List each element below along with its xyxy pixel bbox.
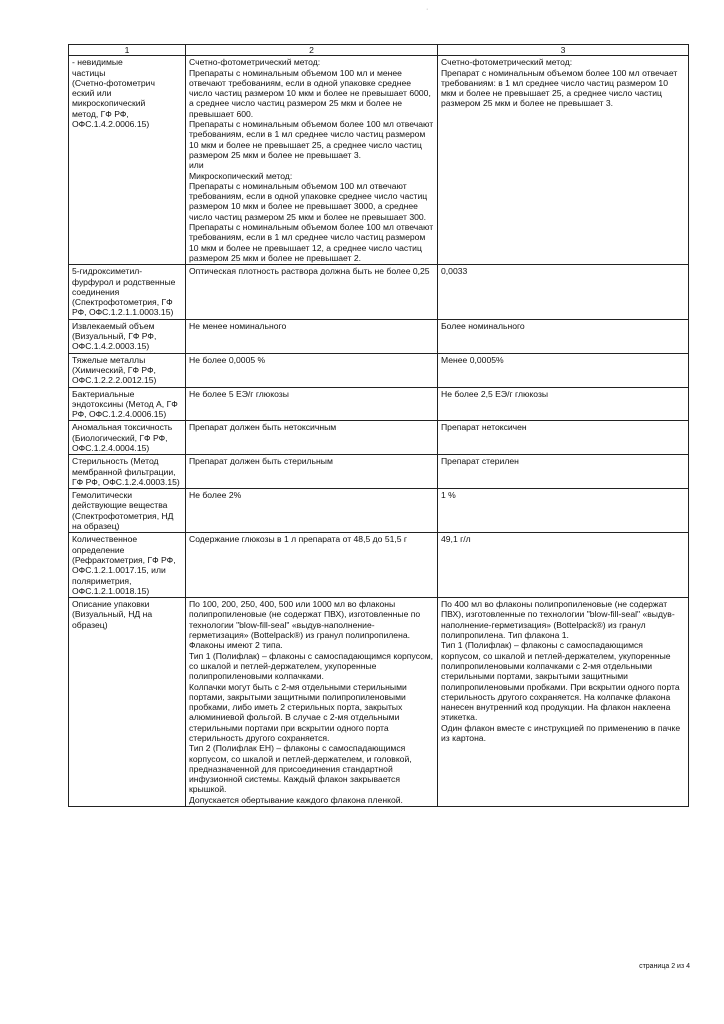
result-cell: 0,0033 [438, 265, 689, 319]
requirement-cell: Не более 0,0005 % [186, 353, 438, 387]
column-header-2: 2 [186, 45, 438, 56]
requirement-cell: Препарат должен быть стерильным [186, 455, 438, 489]
parameter-cell: Аномальная токсичность (Биологический, ГФ РФ, ОФС.1.2.4.0004.15) [69, 421, 186, 455]
requirement-cell: Счетно-фотометрический метод: Препараты с номинальным объемом 100 мл и менее отвечают требованиям, если в одной упаковке среднее число частиц размером 10 мкм и более не превышает 6000, а среднее число частиц размером 25 мкм и более не превышает 600. Препараты с номинальным объемом более 100 мл отвечают требованиям, если в 1 мл среднее число частиц размером 10 мкм и более не превышает 25, а среднее число частиц размером 25 мкм и более не превышает 3. или Микроскопический метод: Препараты с номинальным объемом 100 мл отвечают требованиям, если в одной упаковке среднее число частиц размером 10 мкм и более не превышает 3000, а среднее число частиц размером 25 мкм и более не превышает 300. Препараты с номинальным объемом более 100 мл отвечают требованиям, если в 1 мл среднее число частиц размером 10 мкм и более не превышает 12, а среднее число частиц размером 25 мкм и более не превышает 2. [186, 56, 438, 265]
requirement-cell: Не более 2% [186, 489, 438, 533]
table-row [69, 489, 689, 533]
result-cell: Менее 0,0005% [438, 353, 689, 387]
parameter-cell: 5-гидроксиметил-фурфурол и родственные соединения (Спектрофотометрия, ГФ РФ, ОФС.1.2.1.1.0003.15) [69, 265, 186, 319]
parameter-cell: Описание упаковки (Визуальный, НД на образец) [69, 598, 186, 807]
table-row [69, 56, 689, 265]
table-header-row [69, 45, 689, 56]
table-row [69, 598, 689, 807]
parameter-cell: Тяжелые металлы (Химический, ГФ РФ, ОФС.1.2.2.2.0012.15) [69, 353, 186, 387]
scan-mark: · [426, 6, 429, 13]
parameter-cell: Стерильность (Метод мембранной фильтрации, ГФ РФ, ОФС.1.2.4.0003.15) [69, 455, 186, 489]
requirement-cell: По 100, 200, 250, 400, 500 или 1000 мл во флаконы полипропиленовые (не содержат ПВХ), изготовленные по технологии "blow-fill-seal" «выдув-наполнение-герметизация» (Bottelpack®) из гранул полипропилена. Флаконы имеют 2 типа. Тип 1 (Полифлак) – флаконы с самоспадающимся корпусом, со шкалой и петлей-держателем, укупоренные полипропиленовыми колпачками. Колпачки могут быть с 2-мя отдельными стерильными портами, закрытыми защитными полипропиленовыми пробками, либо иметь 2 стерильных порта, закрытых алюминиевой фольгой. В случае с 2-мя отдельными стерильными портами при вскрытии одного порта стерильность другого сохраняется. Тип 2 (Полифлак ЕН) – флаконы с самоспадающимся корпусом, со шкалой и петлей-держателем, и головкой, предназначенной для присоединения стандартной инфузионной системы. Каждый флакон закрывается крышкой. Допускается обертывание каждого флакона пленкой. [186, 598, 438, 807]
parameter-cell: Гемолитически действующие вещества (Спектрофотометрия, НД на образец) [69, 489, 186, 533]
result-cell: Более номинального [438, 319, 689, 353]
page-number: страница 2 из 4 [639, 963, 690, 970]
result-cell: Счетно-фотометрический метод: Препарат с номинальным объемом более 100 мл отвечает требованиям: в 1 мл среднее число частиц размером 10 мкм и более не превышает 25, а среднее число частиц размером 25 мкм и более не превышает 3. [438, 56, 689, 265]
parameter-cell: Бактериальные эндотоксины (Метод А, ГФ РФ, ОФС.1.2.4.0006.15) [69, 387, 186, 421]
table-row [69, 353, 689, 387]
table-row [69, 387, 689, 421]
parameter-cell: - невидимые частицы (Счетно-фотометрич еский или микроскопический метод, ГФ РФ, ОФС.1.4.2.0006.15) [69, 56, 186, 265]
requirement-cell: Не менее номинального [186, 319, 438, 353]
table-row [69, 265, 689, 319]
requirement-cell: Оптическая плотность раствора должна быть не более 0,25 [186, 265, 438, 319]
result-cell: 49,1 г/л [438, 533, 689, 598]
column-header-1: 1 [69, 45, 186, 56]
table-row [69, 455, 689, 489]
requirement-cell: Содержание глюкозы в 1 л препарата от 48,5 до 51,5 г [186, 533, 438, 598]
table-row [69, 319, 689, 353]
result-cell: По 400 мл во флаконы полипропиленовые (не содержат ПВХ), изготовленные по технологии "blow-fill-seal" «выдув-наполнение-герметизация» (Bottelpack®) из гранул полипропилена. Тип флакона 1. Тип 1 (Полифлак) – флаконы с самоспадающимся корпусом, со шкалой и петлей-держателем, укупоренные полипропиленовыми колпачками с 2-мя отдельными стерильными портами, закрытыми защитными полипропиленовыми пробками. При вскрытии одного порта стерильность другого сохраняется. На колпачке флакона нанесен внутренний код продукции. На флакон наклеена этикетка. Один флакон вместе с инструкцией по применению в пачке из картона. [438, 598, 689, 807]
specification-table [68, 44, 689, 807]
parameter-cell: Количественное определение (Рефрактометрия, ГФ РФ, ОФС.1.2.1.0017.15, или поляриметрия, ОФС.1.2.1.0018.15) [69, 533, 186, 598]
result-cell: 1 % [438, 489, 689, 533]
column-header-3: 3 [438, 45, 689, 56]
result-cell: Препарат стерилен [438, 455, 689, 489]
table-row [69, 421, 689, 455]
table-row [69, 533, 689, 598]
result-cell: Препарат нетоксичен [438, 421, 689, 455]
parameter-cell: Извлекаемый объем (Визуальный, ГФ РФ, ОФС.1.4.2.0003.15) [69, 319, 186, 353]
requirement-cell: Препарат должен быть нетоксичным [186, 421, 438, 455]
requirement-cell: Не более 5 ЕЭ/г глюкозы [186, 387, 438, 421]
result-cell: Не более 2,5 ЕЭ/г глюкозы [438, 387, 689, 421]
